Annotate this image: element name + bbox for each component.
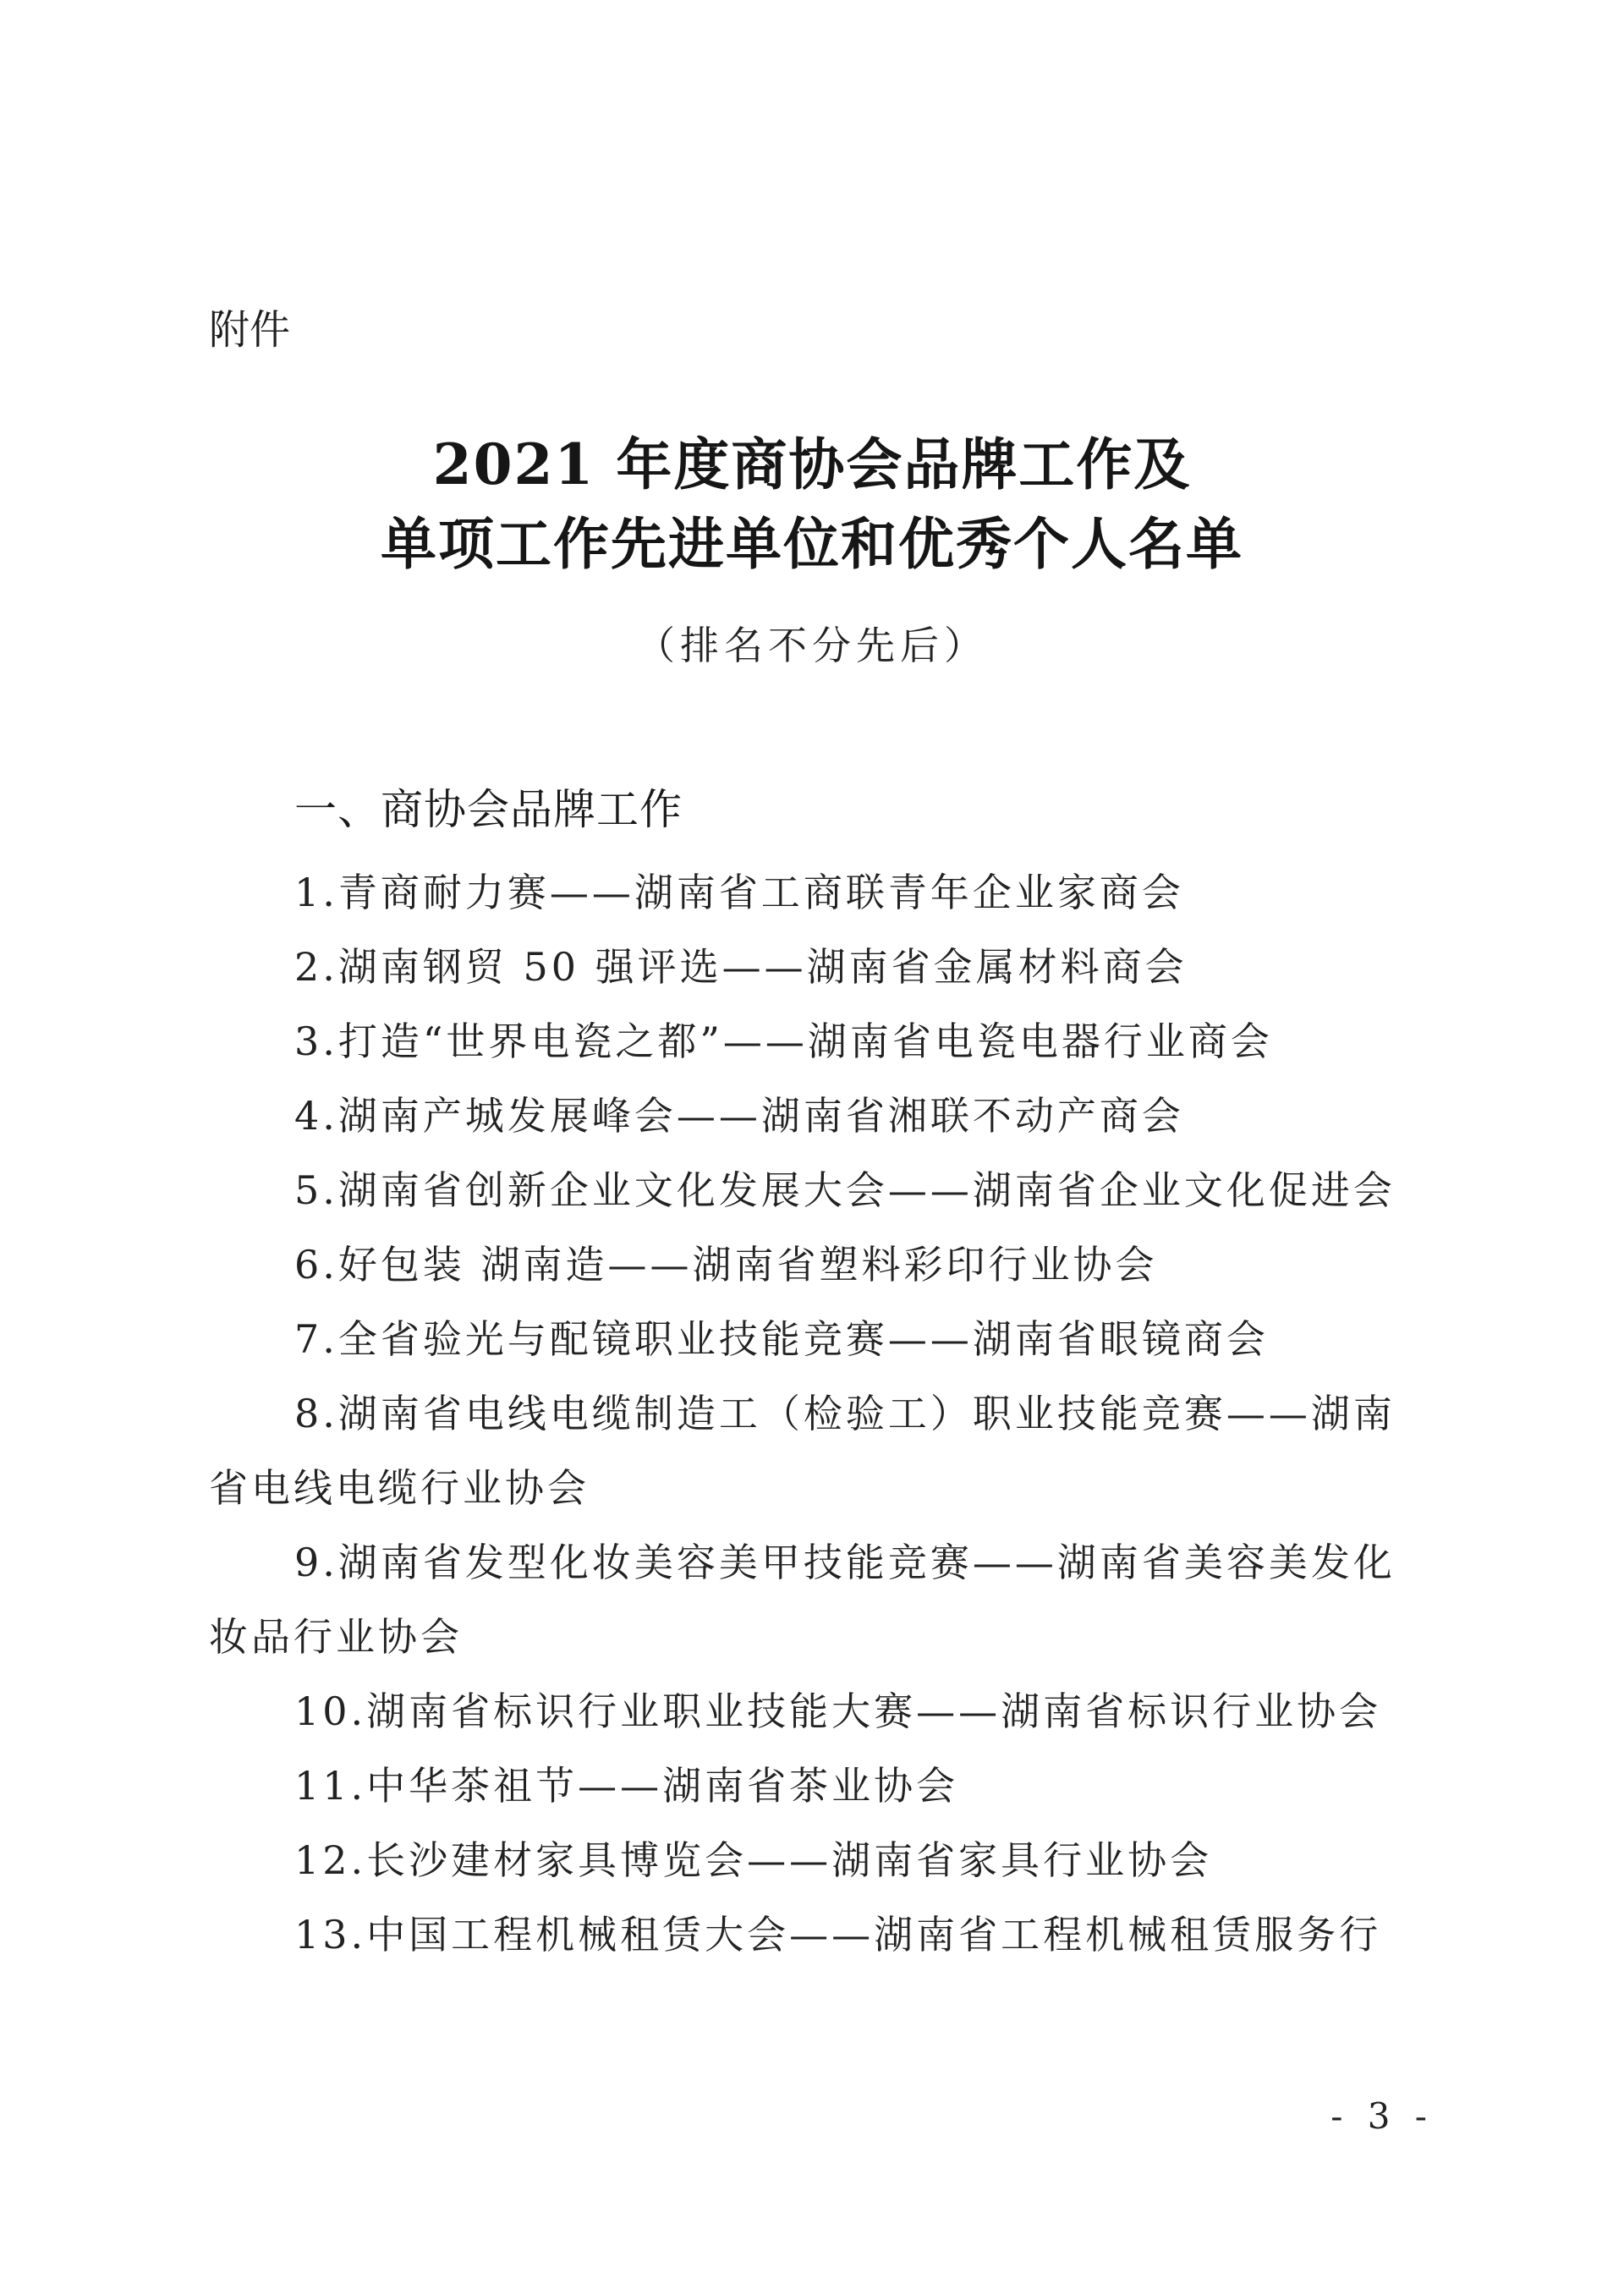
list-item: 2.湖南钢贸 50 强评选——湖南省金属材料商会 [294, 944, 1188, 990]
list-item: 1.青商耐力赛——湖南省工商联青年企业家商会 [294, 870, 1184, 915]
list-item: 4.湖南产城发展峰会——湖南省湘联不动产商会 [294, 1093, 1184, 1139]
list-item: 11.中华茶祖节——湖南省茶业协会 [294, 1763, 959, 1809]
ranking-note: （排名不分先后） [636, 623, 988, 668]
document-title-line-1: 2021 年度商协会品牌工作及 [432, 431, 1192, 497]
list-item: 13.中国工程机械租赁大会——湖南省工程机械租赁服务行 [294, 1912, 1382, 1957]
list-item: 3.打造“世界电瓷之都”——湖南省电瓷电器行业商会 [294, 1018, 1273, 1064]
list-item: 7.全省验光与配镜职业技能竞赛——湖南省眼镜商会 [294, 1316, 1269, 1362]
attachment-label: 附件 [209, 306, 291, 354]
section-heading: 一、商协会品牌工作 [294, 785, 683, 834]
document-title-line-2: 单项工作先进单位和优秀个人名单 [381, 511, 1243, 577]
list-item: 10.湖南省标识行业职业技能大赛——湖南省标识行业协会 [294, 1688, 1382, 1734]
list-item: 8.湖南省电线电缆制造工（检验工）职业技能竞赛——湖南省电线电缆行业协会 [209, 1391, 1396, 1511]
list-item: 9.湖南省发型化妆美容美甲技能竞赛——湖南省美容美发化妆品行业协会 [209, 1540, 1396, 1660]
list-item: 5.湖南省创新企业文化发展大会——湖南省企业文化促进会 [294, 1167, 1396, 1213]
page-number: - 3 - [1330, 2095, 1434, 2137]
list-item: 6.好包装 湖南造——湖南省塑料彩印行业协会 [294, 1242, 1158, 1288]
award-list [209, 855, 1427, 1972]
list-item: 12.长沙建材家具博览会——湖南省家具行业协会 [294, 1837, 1213, 1883]
